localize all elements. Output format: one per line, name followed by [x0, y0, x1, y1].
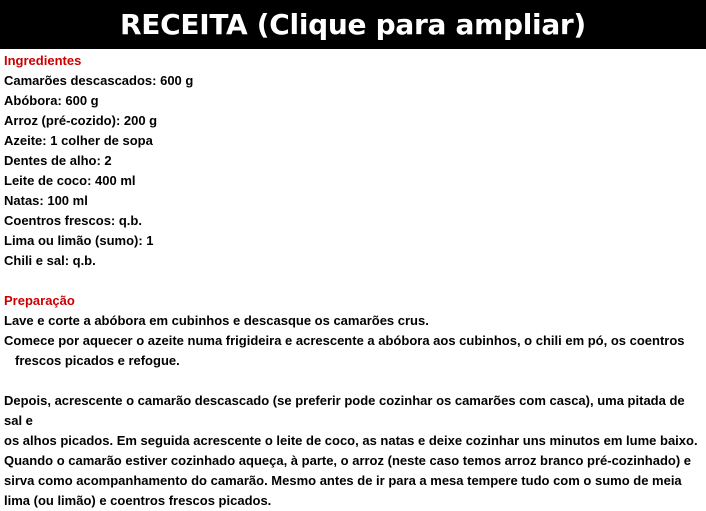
ingredient-item: Leite de coco: 400 ml [4, 173, 136, 188]
ingredients-title: Ingredientes [4, 53, 82, 68]
recipe-content [0, 49, 706, 511]
ingredient-item: Coentros frescos: q.b. [4, 213, 142, 228]
ingredient-item: Abóbora: 600 g [4, 93, 99, 108]
ingredient-item: Arroz (pré-cozido): 200 g [4, 113, 158, 128]
ingredient-item: Chili e sal: q.b. [4, 253, 96, 268]
ingredient-item: Lima ou limão (sumo): 1 [4, 233, 154, 248]
spacer [4, 271, 702, 291]
preparation-step-3-line: sirva como acompanhamento do camarão. Mesmo antes de ir para a mesa tempere tudo com o sumo de meia [4, 473, 682, 488]
preparation-title: Preparação [4, 293, 75, 308]
preparation-step-3-line: Depois, acrescente o camarão descascado (se preferir pode cozinhar os camarões com casca), uma pitada de sal e [4, 393, 685, 428]
ingredient-item: Dentes de alho: 2 [4, 153, 112, 168]
preparation-step-3-line: lima (ou limão) e coentros frescos picados. [4, 493, 272, 508]
ingredient-item: Camarões descascados: 600 g [4, 73, 194, 88]
recipe-header[interactable] [0, 0, 706, 49]
spacer [4, 371, 702, 391]
preparation-step-2: Comece por aquecer o azeite numa frigideira e acrescente a abóbora aos cubinhos, o chili em pó, os coentros [4, 333, 685, 348]
ingredient-item: Azeite: 1 colher de sopa [4, 133, 153, 148]
ingredients-list [4, 71, 702, 271]
preparation-step-1: Lave e corte a abóbora em cubinhos e descasque os camarões crus. [4, 313, 429, 328]
preparation-step-3-line: Quando o camarão estiver cozinhado aqueça, à parte, o arroz (neste caso temos arroz branco pré-cozinhado) e [4, 453, 692, 468]
preparation-step-3-line: os alhos picados. Em seguida acrescente o leite de coco, as natas e deixe cozinhar uns minutos em lume baixo. [4, 433, 698, 448]
ingredient-item: Natas: 100 ml [4, 193, 88, 208]
recipe-title[interactable]: RECEITA (Clique para ampliar) [120, 8, 586, 41]
preparation-step-2-cont: frescos picados e refogue. [15, 353, 180, 368]
